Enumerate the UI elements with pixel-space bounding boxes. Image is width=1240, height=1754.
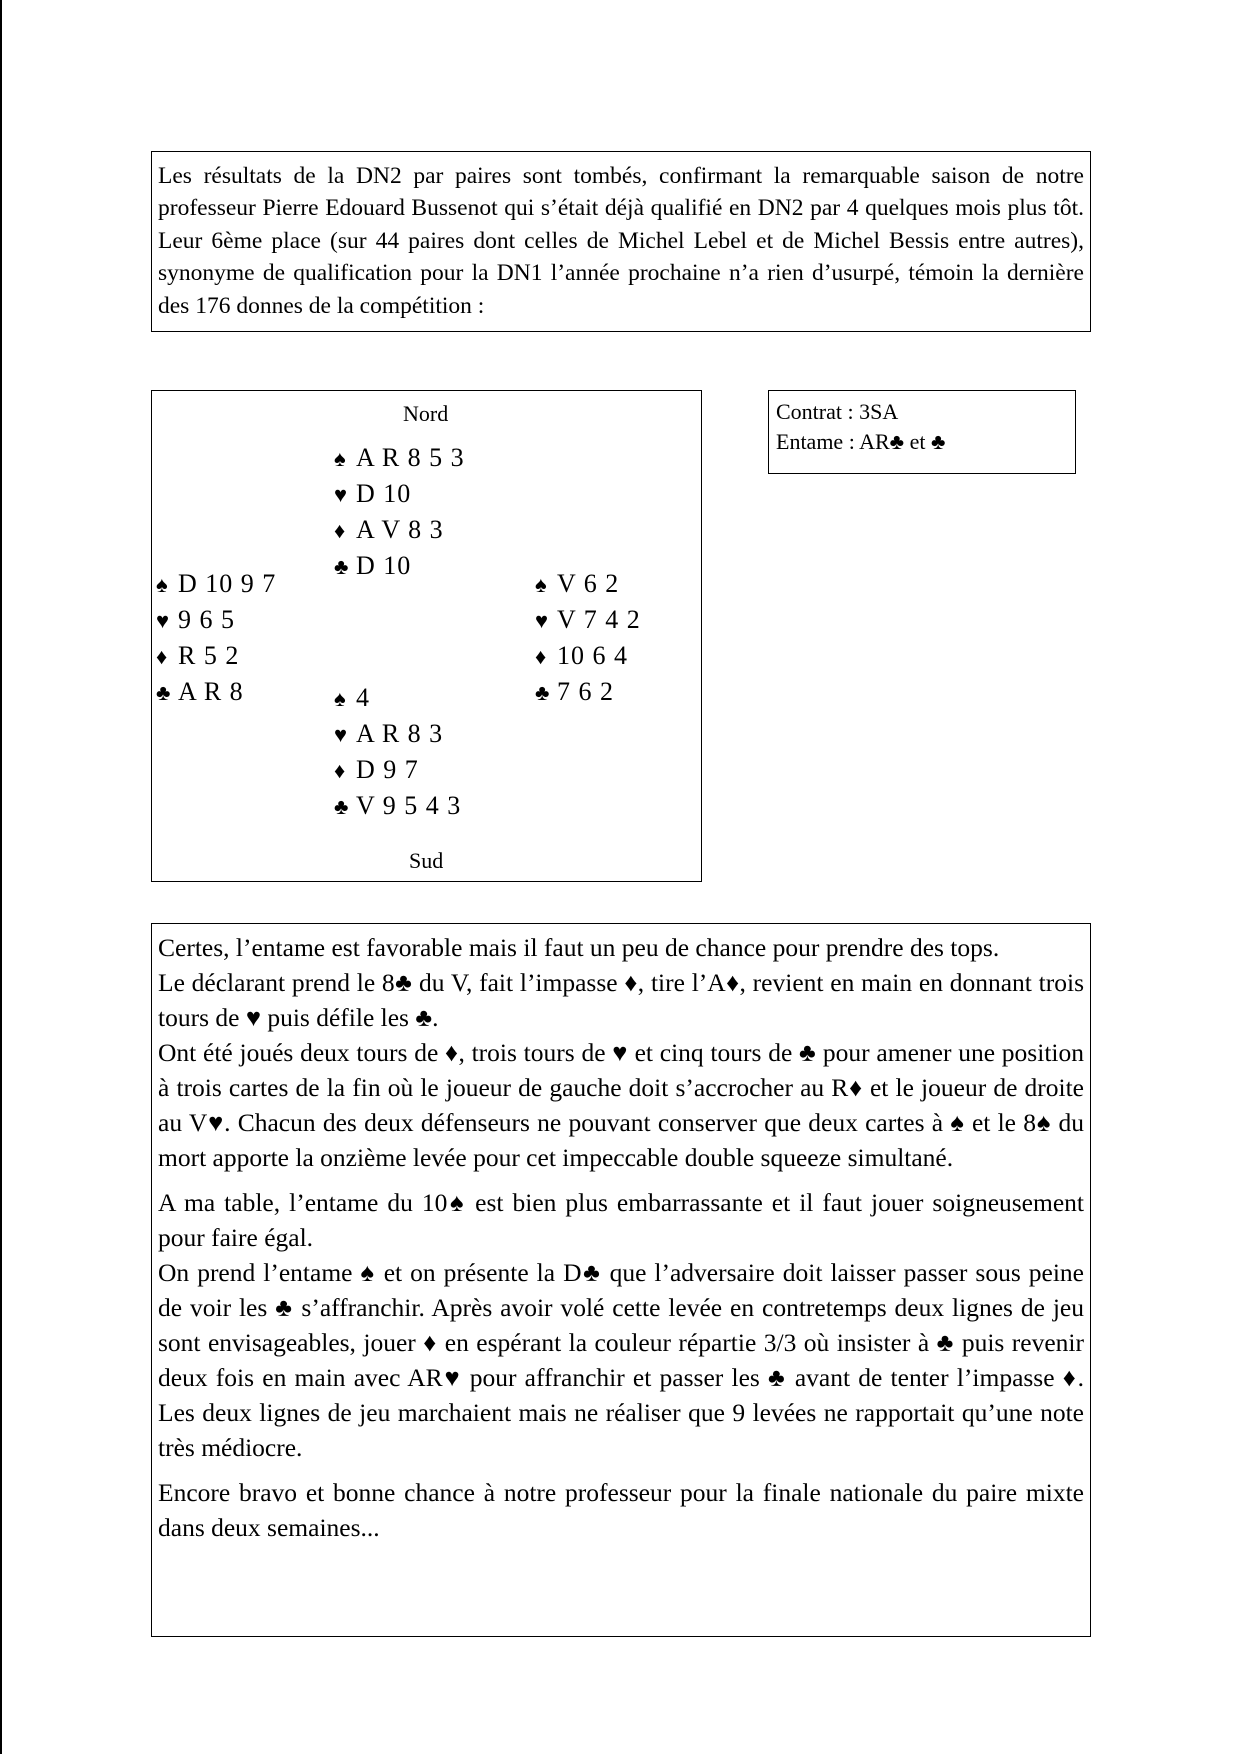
spade-icon: ♠ [334,686,347,711]
south-label: Sud [409,848,444,873]
west-clubs: ♣ A R 8 [156,674,276,710]
north-diamonds: ♦ A V 8 3 [334,512,465,548]
commentary-paragraph: Ont été joués deux tours de ♦, trois tours de ♥ et cinq tours de ♣ pour amener une position à trois cartes de la fin où le joueur de gauche doit s’accrocher au R♦ et le joueur de droite au V♥. Chacun des deux défenseurs ne pouvant conserver que deux cartes à ♠ et le 8♠ du mort apporte la onzième levée pour cet impeccable double squeeze simultané. [158,1038,1084,1172]
club-icon: ♣ [334,554,350,579]
south-hearts: ♥ A R 8 3 [334,716,461,752]
east-diamonds: ♦ 10 6 4 [535,638,641,674]
east-spades: ♠ V 6 2 [535,566,641,602]
north-hearts: ♥ D 10 [334,476,465,512]
north-label: Nord [403,401,449,426]
deal-diagram [151,390,702,882]
club-icon: ♣ [156,680,172,705]
contract-line: Contrat : 3SA [776,399,899,424]
west-hearts: ♥ 9 6 5 [156,602,276,638]
west-hand [156,566,276,710]
intro-paragraph: Les résultats de la DN2 par paires sont tombés, confirmant la remarquable saison de notre professeur Pierre Edouard Bussenot qui s’était déjà qualifié en DN2 par 4 quelques mois plus tôt. Leur 6ème place (sur 44 paires dont celles de Michel Lebel et de Michel Bessis entre autres), synonyme de qualification pour la DN1 l’année prochaine n’a rien d’usurpé, témoin la dernière des 176 donnes de la compétition : [158,163,1084,319]
commentary-paragraph: On prend l’entame ♠ et on présente la D♣ que l’adversaire doit laisser passer sous peine de voir les ♣ s’affranchir. Après avoir volé cette levée en contretemps deux lignes de jeu sont envisageables, jouer ♦ en espérant la couleur répartie 3/3 où insister à ♣ puis revenir deux fois en main avec AR♥ pour affranchir et passer les ♣ avant de tenter l’impasse ♦. Les deux lignes de jeu marchaient mais ne réaliser que 9 levées ne rapportait qu’une note très médiocre. [158,1258,1084,1462]
spade-icon: ♠ [535,572,548,597]
east-hearts: ♥ V 7 4 2 [535,602,641,638]
commentary-paragraph: Encore bravo et bonne chance à notre professeur pour la finale nationale du paire mixte dans deux semaines... [158,1478,1084,1542]
club-icon: ♣ [535,680,551,705]
spade-icon: ♠ [334,446,347,471]
diamond-icon: ♦ [156,644,169,669]
heart-icon: ♥ [535,608,550,633]
south-spades: ♠ 4 [334,680,461,716]
heart-icon: ♥ [156,608,171,633]
contract-box [768,390,1076,474]
south-hand [334,680,461,824]
intro-box [151,151,1091,332]
north-spades: ♠ A R 8 5 3 [334,440,465,476]
north-clubs: ♣ D 10 [334,548,465,584]
commentary-box [151,923,1091,1637]
west-spades: ♠ D 10 9 7 [156,566,276,602]
east-clubs: ♣ 7 6 2 [535,674,641,710]
diamond-icon: ♦ [334,758,347,783]
commentary-paragraph: Certes, l’entame est favorable mais il faut un peu de chance pour prendre des tops. [158,933,1000,962]
east-hand [535,566,641,710]
heart-icon: ♥ [334,482,349,507]
south-diamonds: ♦ D 9 7 [334,752,461,788]
page-left-border [0,0,2,1754]
spade-icon: ♠ [156,572,169,597]
west-diamonds: ♦ R 5 2 [156,638,276,674]
north-hand [334,440,465,584]
club-icon: ♣ [334,794,350,819]
heart-icon: ♥ [334,722,349,747]
south-clubs: ♣ V 9 5 4 3 [334,788,461,824]
opening-lead-line: Entame : AR♣ et ♣ [776,429,946,454]
diamond-icon: ♦ [334,518,347,543]
commentary-paragraph: Le déclarant prend le 8♣ du V, fait l’impasse ♦, tire l’A♦, revient en main en donnant trois tours de ♥ puis défile les ♣. [158,968,1084,1032]
diamond-icon: ♦ [535,644,548,669]
commentary-paragraph: A ma table, l’entame du 10♠ est bien plus embarrassante et il faut jouer soigneusement pour faire égal. [158,1188,1084,1252]
